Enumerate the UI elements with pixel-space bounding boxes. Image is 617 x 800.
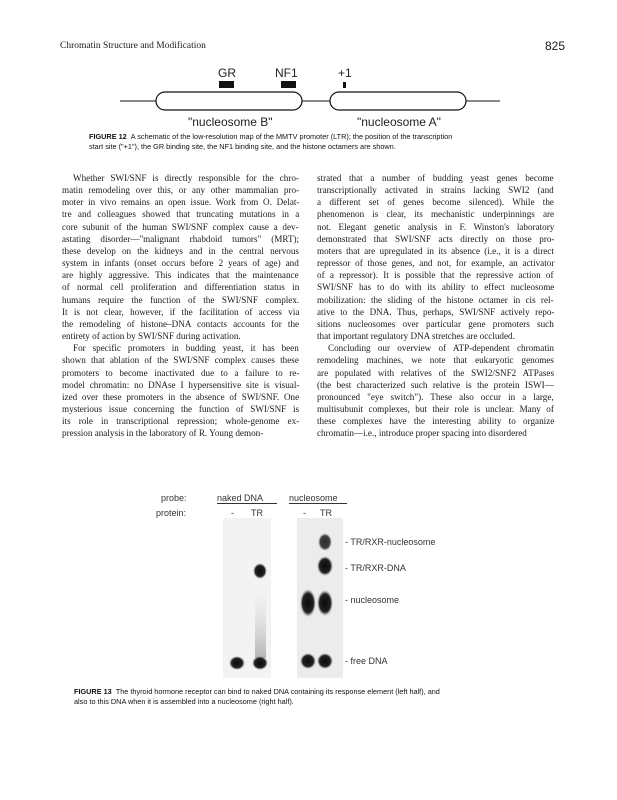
transcription-start-site (343, 82, 346, 88)
body-text-line: not. Elegant genetic analysis in F. Winston's laboratory (317, 221, 555, 232)
nucleosome-a-octamer (330, 92, 466, 110)
body-text-line: model chromatin: no DNAse I hypersensitive site is visual- (62, 379, 300, 390)
nf1-binding-site (281, 81, 296, 88)
body-text-line: system in infants (onset occurs before 2 years of age) and (62, 258, 299, 269)
band-nucleosome-lane3 (300, 589, 316, 617)
lane-label: TR (251, 508, 263, 518)
body-text-line: tre and colleagues showed that truncating mutations in a (62, 209, 300, 220)
gr-site-label: GR (218, 66, 236, 80)
body-text-line: (the best characterized such relative is the protein ISWI— (317, 379, 554, 390)
body-text-line: shown that ablation of the SWI/SNF complex causes these (62, 355, 299, 366)
body-text-line: Whether SWI/SNF is directly responsible for the chro- (73, 173, 299, 183)
body-text-line: core subunit of the human SWI/SNF complex cause a dev- (62, 221, 299, 232)
probe-naked-dna: naked DNA (217, 493, 277, 504)
body-text-line: are populated with relatives of the SWI2/SNF2 ATPases (317, 367, 555, 378)
body-text-line: moter in vivo remains an open issue. Work from O. Delat- (62, 197, 300, 208)
band-label-tr-rxr-nucleosome: - TR/RXR-nucleosome (345, 537, 436, 547)
band-free-dna-lane4 (317, 653, 333, 669)
body-text-line: pronounced "eye switch"). These also occur in a large, (317, 391, 554, 402)
tss-site-label: +1 (338, 66, 352, 80)
body-text-line: pression analysis in the laboratory of R. Young demon- (62, 428, 264, 439)
band-label-nucleosome: - nucleosome (345, 595, 400, 605)
body-text-line: For specific promoters in budding yeast, it has been (73, 343, 299, 354)
lane-label: - (303, 508, 306, 518)
body-text-line: that important regulatory DNA stretches are occluded. (317, 331, 515, 342)
body-text-line: ative to the DNA. Thus, perhaps, SWI/SNF actively repo- (317, 306, 555, 317)
body-text-line: multisubunit complexes, but their role is unclear. Many of (317, 403, 554, 414)
band-tr-rxr-nucleosome-lane4 (318, 533, 332, 551)
band-free-dna-lane2 (252, 656, 268, 670)
nucleosome-a-label: "nucleosome A" (357, 115, 441, 129)
figure12-caption-line: A schematic of the low-resolution map of the MMTV promoter (LTR); the position of the transcription (130, 132, 453, 141)
band-free-dna-lane3 (300, 653, 316, 669)
figure13-caption-line: also to this DNA when it is assembled into a nucleosome (right half). (74, 697, 294, 706)
body-text-line: sitions nucleosomes over particular gene promoters such (317, 318, 554, 329)
body-text-line: are highly aggressive. This indicates that the maintenance (62, 270, 299, 281)
body-text-line: entirety of action by SWI/SNF during activation. (62, 331, 241, 342)
body-text-line: repressor of those genes, and not, for example, an activator (317, 258, 555, 269)
smear-lane2 (255, 588, 266, 658)
nucleosome-b-octamer (156, 92, 302, 110)
body-text-line: humans require the function of the SWI/SNF complex. (62, 294, 300, 305)
figure13-caption-label: FIGURE 13 (74, 687, 112, 696)
body-text-line: phenomenon is clear, its mechanistic underpinnings are (317, 209, 555, 220)
figure13-caption (74, 687, 554, 707)
band-nucleosome-lane4 (317, 590, 333, 616)
body-text-line: moters that are upregulated in its absence (i.e., it is a direct (317, 245, 554, 256)
probe-label: probe: (161, 493, 187, 503)
body-text-line: It is not clear, however, if the facilitation of access via (62, 306, 300, 317)
body-text-line: strated that a number of budding yeast genes become (317, 173, 554, 183)
body-text-line: SWI/SNF has to do with its ability to effect nucleosome (317, 282, 555, 293)
figure13-caption-line: The thyroid hormone receptor can bind to naked DNA containing its response element (left half), and (115, 687, 440, 696)
body-text-line: demonstrated that SWI/SNF acts directly on those pro- (317, 233, 555, 244)
body-text-line: these complexes have the interesting ability to organize (317, 416, 555, 427)
body-text-line: transcriptionally activated in strains lacking SWI2 (and (317, 185, 554, 196)
band-tr-rxr-dna-lane2 (253, 563, 267, 579)
band-label-free-dna: - free DNA (345, 656, 388, 666)
body-right-column (317, 172, 554, 439)
body-text-line: remodeling machines, we note that eukaryotic genomes (317, 355, 554, 366)
body-text-line: mobilization: the sliding of the histone octamer in cis rel- (317, 294, 554, 305)
band-tr-rxr-dna-lane4 (317, 556, 333, 576)
figure12-caption (89, 132, 559, 152)
nucleosome-b-label: "nucleosome B" (188, 115, 273, 129)
body-left-column (62, 172, 299, 439)
body-text-line: chromatin—i.e., introduce proper spacing into disordered (317, 428, 527, 439)
body-text-line: mysterious issue concerning the function of SWI/SNF is (62, 403, 300, 414)
body-text-line: a different set of genes become silenced). While the (317, 197, 554, 208)
running-header-title: Chromatin Structure and Modification (60, 41, 206, 51)
gel-image (215, 518, 345, 678)
lane-label: - (231, 508, 234, 518)
body-text-line: its role in transcriptional repression; whole-genome ex- (62, 416, 300, 427)
figure12-caption-label: FIGURE 12 (89, 132, 127, 141)
body-text-line: ized over these promoters in the absence of SWI/SNF. One (62, 391, 300, 402)
body-text-line: Concluding our overview of ATP-dependent chromatin (328, 343, 554, 354)
probe-nucleosome: nucleosome (289, 493, 347, 504)
body-text-line: of a repressor). It is possible that the repressive action of (317, 270, 554, 281)
body-text-line: of normal cell proliferation and differentiation status in (62, 282, 300, 293)
figure12-caption-line: start site ("+1"), the GR binding site, the NF1 binding site, and the histone octamers are shown. (89, 142, 396, 151)
nf1-site-label: NF1 (275, 66, 298, 80)
body-text-line: these develop on the kidneys and in the central nervous (62, 245, 299, 256)
gr-binding-site (219, 81, 234, 88)
body-text-line: promoters to become inactivated due to a failure to re- (62, 367, 300, 378)
body-text-line: astating disorder—"malignant rhabdoid tumors" (MRT); (62, 233, 300, 244)
body-text-line: matin remodeling over this, or any other mammalian pro- (62, 185, 300, 196)
band-label-tr-rxr-dna: - TR/RXR-DNA (345, 563, 406, 573)
mmtv-promoter-schematic (120, 80, 500, 120)
protein-label: protein: (156, 508, 187, 518)
lane-label: TR (320, 508, 332, 518)
page-number: 825 (544, 39, 565, 53)
band-free-dna-lane1 (229, 656, 245, 670)
body-text-line: the remodeling of histone–DNA contacts accounts for the (62, 318, 300, 329)
